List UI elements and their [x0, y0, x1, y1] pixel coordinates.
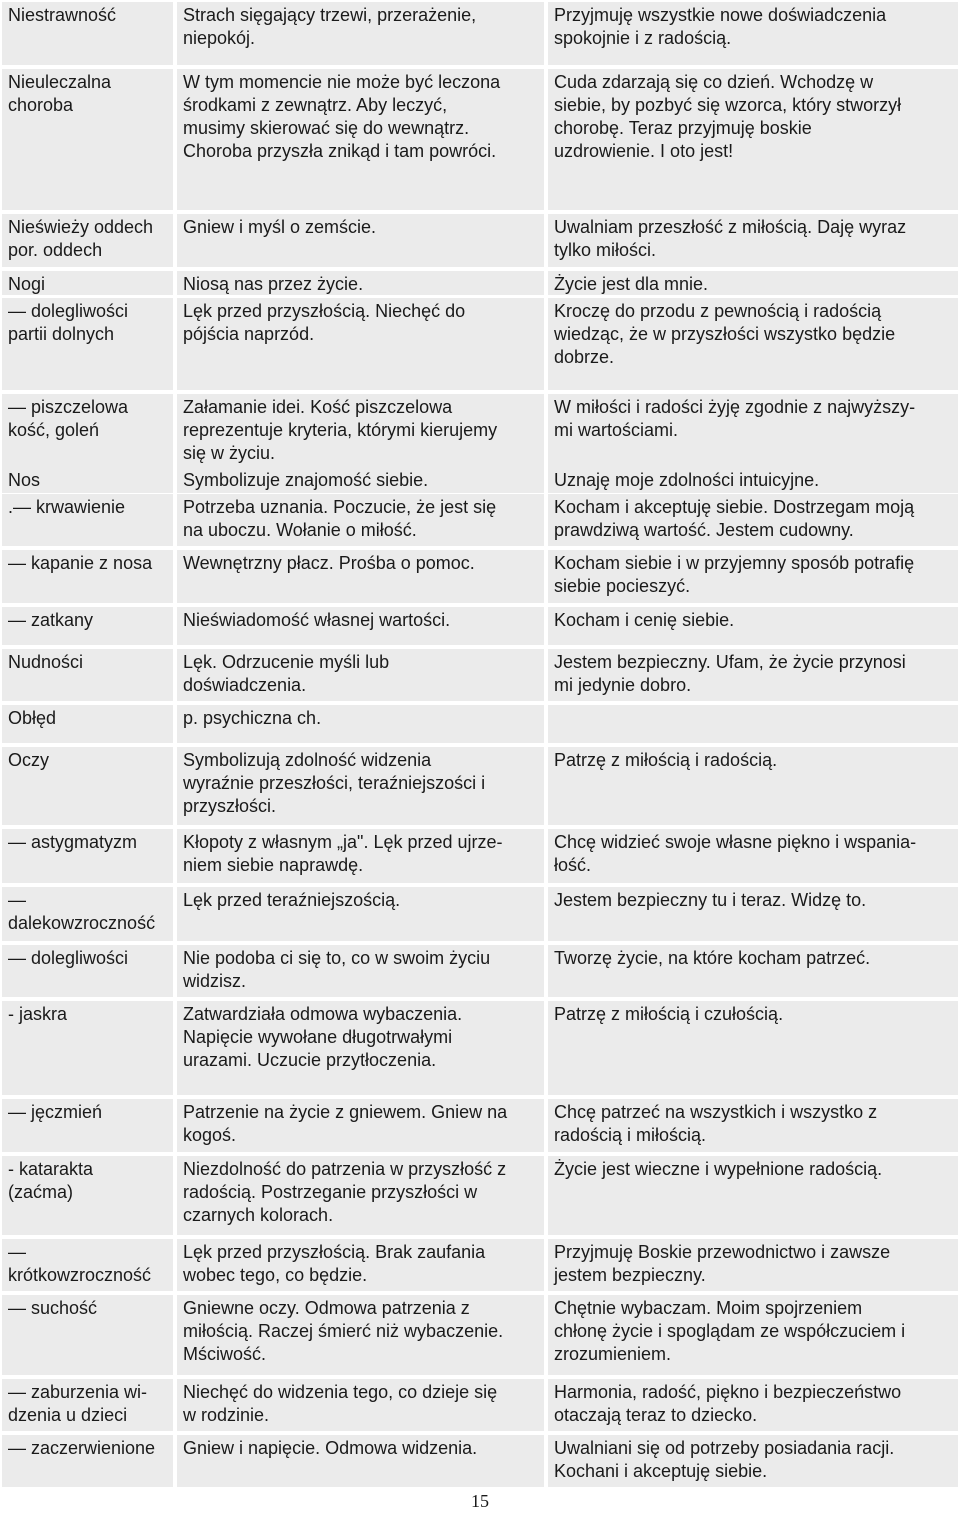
- problem-cell: Nudności: [2, 649, 173, 701]
- page-number: 15: [471, 1491, 489, 1511]
- table-row: [0, 1001, 960, 1095]
- problem-cell: Nieświeży oddech por. oddech: [2, 214, 173, 267]
- affirmation-cell: Jestem bezpieczny tu i teraz. Widzę to.: [548, 887, 958, 941]
- problem-cell: — dalekowzroczność: [2, 887, 173, 941]
- affirmation-cell: Cuda zdarzają się co dzień. Wchodzę w siebie, by pozbyć się wzorca, który stworzył chorobę. Teraz przyjmuję boskie uzdrowienie. I oto jest!: [548, 69, 958, 210]
- cause-cell: Niezdolność do patrzenia w przyszłość z radością. Postrzeganie przyszłości w czarnych kolorach.: [177, 1156, 544, 1235]
- problem-cell: — suchość: [2, 1295, 173, 1375]
- table-row: [0, 945, 960, 997]
- cause-cell: Wewnętrzny płacz. Prośba o pomoc.: [177, 550, 544, 603]
- affirmation-cell: Chcę widzieć swoje własne piękno i wspania- łość.: [548, 829, 958, 883]
- table-row: [0, 747, 960, 825]
- cause-cell: Nie podoba ci się to, co w swoim życiu widzisz.: [177, 945, 544, 997]
- affirmation-cell: Tworzę życie, na które kocham patrzeć.: [548, 945, 958, 997]
- cause-cell: Gniew i napięcie. Odmowa widzenia.: [177, 1435, 544, 1487]
- cause-cell: W tym momencie nie może być leczona środkami z zewnątrz. Aby leczyć, musimy skierować się do wewnątrz. Choroba przyszła znikąd i tam powróci.: [177, 69, 544, 210]
- problem-cell: - katarakta (zaćma): [2, 1156, 173, 1235]
- table-row: [0, 1099, 960, 1152]
- affirmation-cell: Jestem bezpieczny. Ufam, że życie przynosi mi jedynie dobro.: [548, 649, 958, 701]
- affirmation-cell: Uznaję moje zdolności intuicyjne.: [548, 467, 958, 493]
- affirmation-cell: Harmonia, radość, piękno i bezpieczeństwo otaczają teraz to dziecko.: [548, 1379, 958, 1431]
- cause-cell: Potrzeba uznania. Poczucie, że jest się na uboczu. Wołanie o miłość.: [177, 494, 544, 546]
- cause-cell: Strach sięgający trzewi, przerażenie, niepokój.: [177, 2, 544, 65]
- affirmation-cell: Uwalniam przeszłość z miłością. Daję wyraz tylko miłości.: [548, 214, 958, 267]
- problem-cell: — jęczmień: [2, 1099, 173, 1152]
- problem-cell: — zaburzenia wi- dzenia u dzieci: [2, 1379, 173, 1431]
- problem-cell: — krótkowzroczność: [2, 1239, 173, 1291]
- affirmation-cell: [548, 705, 958, 743]
- cause-cell: Lęk przed teraźniejszością.: [177, 887, 544, 941]
- table-row: [0, 69, 960, 210]
- affirmation-cell: Kocham i cenię siebie.: [548, 607, 958, 645]
- cause-cell: Zatwardziała odmowa wybaczenia. Napięcie wywołane długotrwałymi urazami. Uczucie przytłoczenia.: [177, 1001, 544, 1095]
- problem-cell: — dolegliwości partii dolnych: [2, 298, 173, 390]
- cause-cell: Gniew i myśl o zemście.: [177, 214, 544, 267]
- affirmation-cell: Patrzę z miłością i radością.: [548, 747, 958, 825]
- table-row: [0, 467, 960, 493]
- problem-cell: — dolegliwości: [2, 945, 173, 997]
- problem-cell: Nogi: [2, 271, 173, 295]
- cause-cell: Lęk przed przyszłością. Niechęć do pójścia naprzód.: [177, 298, 544, 390]
- affirmation-cell: Chętnie wybaczam. Moim spojrzeniem chłonę życie i spoglądam ze współczuciem i zrozumieniem.: [548, 1295, 958, 1375]
- cause-cell: Kłopoty z własnym „ja". Lęk przed ujrze- niem siebie naprawdę.: [177, 829, 544, 883]
- table-row: [0, 1295, 960, 1375]
- affirmation-cell: Kocham siebie i w przyjemny sposób potrafię siebie pocieszyć.: [548, 550, 958, 603]
- cause-cell: Patrzenie na życie z gniewem. Gniew na kogoś.: [177, 1099, 544, 1152]
- affirmation-cell: Patrzę z miłością i czułością.: [548, 1001, 958, 1095]
- problem-cell: — kapanie z nosa: [2, 550, 173, 603]
- problem-cell: - jaskra: [2, 1001, 173, 1095]
- affirmation-cell: Chcę patrzeć na wszystkich i wszystko z radością i miłością.: [548, 1099, 958, 1152]
- problem-cell: Niestrawność: [2, 2, 173, 65]
- table-row: [0, 887, 960, 941]
- problem-cell: — astygmatyzm: [2, 829, 173, 883]
- cause-cell: Niechęć do widzenia tego, co dzieje się w rodzinie.: [177, 1379, 544, 1431]
- problem-cell: Obłęd: [2, 705, 173, 743]
- problem-cell: — zaczerwienione: [2, 1435, 173, 1487]
- problem-cell: — piszczelowa kość, goleń: [2, 394, 173, 467]
- affirmation-cell: Kocham i akceptuję siebie. Dostrzegam moją prawdziwą wartość. Jestem cudowny.: [548, 494, 958, 546]
- table-row: [0, 829, 960, 883]
- table-row: [0, 494, 960, 546]
- problem-cell: .— krwawienie: [2, 494, 173, 546]
- cause-cell: Lęk. Odrzucenie myśli lub doświadczenia.: [177, 649, 544, 701]
- affirmation-cell: Przyjmuję Boskie przewodnictwo i zawsze jestem bezpieczny.: [548, 1239, 958, 1291]
- table-row: [0, 214, 960, 267]
- table-row: [0, 607, 960, 645]
- affirmation-cell: Życie jest wieczne i wypełnione radością.: [548, 1156, 958, 1235]
- table-row: [0, 705, 960, 743]
- table-row: [0, 1379, 960, 1431]
- cause-cell: Załamanie idei. Kość piszczelowa reprezentuje kryteria, którymi kierujemy się w życiu.: [177, 394, 544, 467]
- table-row: [0, 649, 960, 701]
- problem-cell: — zatkany: [2, 607, 173, 645]
- table-row: [0, 550, 960, 603]
- affirmation-cell: Uwalniani się od potrzeby posiadania racji. Kochani i akceptuję siebie.: [548, 1435, 958, 1487]
- problem-cell: Oczy: [2, 747, 173, 825]
- cause-cell: Nieświadomość własnej wartości.: [177, 607, 544, 645]
- cause-cell: Lęk przed przyszłością. Brak zaufania wobec tego, co będzie.: [177, 1239, 544, 1291]
- affirmation-cell: Kroczę do przodu z pewnością i radością wiedząc, że w przyszłości wszystko będzie dobrze.: [548, 298, 958, 390]
- affirmation-cell: Przyjmuję wszystkie nowe doświadczenia spokojnie i z radością.: [548, 2, 958, 65]
- cause-cell: Symbolizuje znajomość siebie.: [177, 467, 544, 493]
- problem-cell: Nos: [2, 467, 173, 493]
- table-row: [0, 1156, 960, 1235]
- affirmation-cell: W miłości i radości żyję zgodnie z najwyższy- mi wartościami.: [548, 394, 958, 467]
- table-row: [0, 2, 960, 65]
- table-row: [0, 298, 960, 390]
- cause-cell: Gniewne oczy. Odmowa patrzenia z miłością. Raczej śmierć niż wybaczenie. Mściwość.: [177, 1295, 544, 1375]
- table-row: [0, 1435, 960, 1487]
- table-row: [0, 271, 960, 295]
- problem-cell: Nieuleczalna choroba: [2, 69, 173, 210]
- table-row: [0, 394, 960, 467]
- affirmation-cell: Życie jest dla mnie.: [548, 271, 958, 295]
- cause-cell: Symbolizują zdolność widzenia wyraźnie przeszłości, teraźniejszości i przyszłości.: [177, 747, 544, 825]
- cause-cell: Niosą nas przez życie.: [177, 271, 544, 295]
- table-row: [0, 1239, 960, 1291]
- cause-cell: p. psychiczna ch.: [177, 705, 544, 743]
